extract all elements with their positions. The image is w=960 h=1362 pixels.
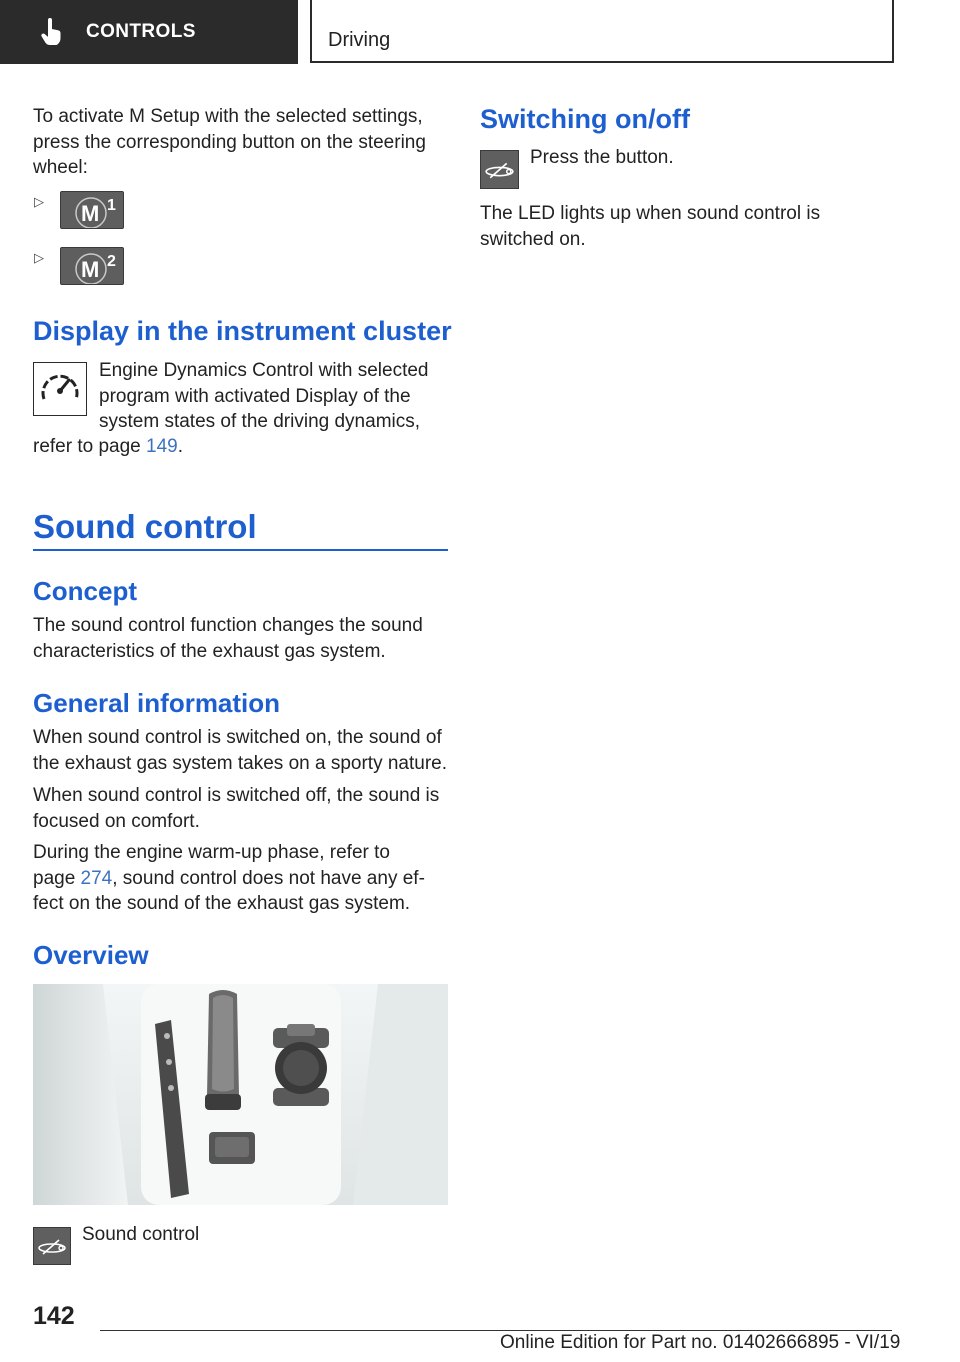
concept-heading: Concept <box>33 576 137 606</box>
speedometer-icon <box>33 362 87 416</box>
switching-heading: Switching on/off <box>480 104 690 134</box>
page-link-274[interactable]: 274 <box>80 867 113 889</box>
intro-paragraph: To activate M Setup with the selected settings, press the corresponding button on the steering wheel: <box>33 106 426 178</box>
footer-edition: Online Edition for Part no. 01402666895 - VI/19 <box>500 1332 901 1353</box>
header-section-tab[interactable] <box>0 0 298 64</box>
display-heading: Display in the instrument cluster <box>33 316 452 346</box>
heading-rule <box>33 549 448 551</box>
svg-text:M: M <box>81 257 100 282</box>
svg-text:1: 1 <box>107 197 116 214</box>
header-section-label: CONTROLS <box>86 21 196 42</box>
svg-text:2: 2 <box>107 253 116 270</box>
sound-control-icon <box>33 1227 71 1265</box>
m2-button-icon <box>60 247 124 285</box>
page-number: 142 <box>33 1302 75 1330</box>
bullet-marker: ▷ <box>34 194 44 209</box>
svg-text:M: M <box>81 201 100 226</box>
led-text: The LED lights up when sound control is switched on. <box>480 203 821 250</box>
footer-rule <box>100 1330 892 1331</box>
page-link-149[interactable]: 149 <box>146 436 178 457</box>
bullet-marker: ▷ <box>34 250 44 265</box>
overview-heading: Overview <box>33 940 149 970</box>
display-ref: refer to page 149. <box>33 436 184 457</box>
general-paragraph-3: During the engine warm-up phase, refer to page 274, sound control does not have any ef- fect on the sound of the exhaust gas system. <box>33 842 425 914</box>
header-chapter-label: Driving <box>328 29 391 51</box>
general-paragraph-1: When sound control is switched on, the sound of the exhaust gas system takes on a sporty nature. <box>33 727 448 774</box>
general-info-heading: General information <box>33 688 281 718</box>
display-text: Engine Dynamics Control with selected program with activated Display of the system states of the driving dynamics, <box>99 360 429 432</box>
sound-control-heading: Sound control <box>33 508 257 545</box>
concept-text: The sound control function changes the sound characteristics of the exhaust gas system. <box>33 615 423 662</box>
switching-text: Press the button. <box>530 147 674 168</box>
hand-pointer-icon <box>40 18 64 46</box>
center-console-photo <box>33 984 448 1205</box>
general-paragraph-2: When sound control is switched off, the sound is focused on comfort. <box>33 785 440 832</box>
photo-caption: Sound control <box>82 1224 200 1245</box>
header-chapter-tab <box>310 0 894 63</box>
sound-control-icon <box>480 150 519 189</box>
m1-button-icon <box>60 191 124 229</box>
